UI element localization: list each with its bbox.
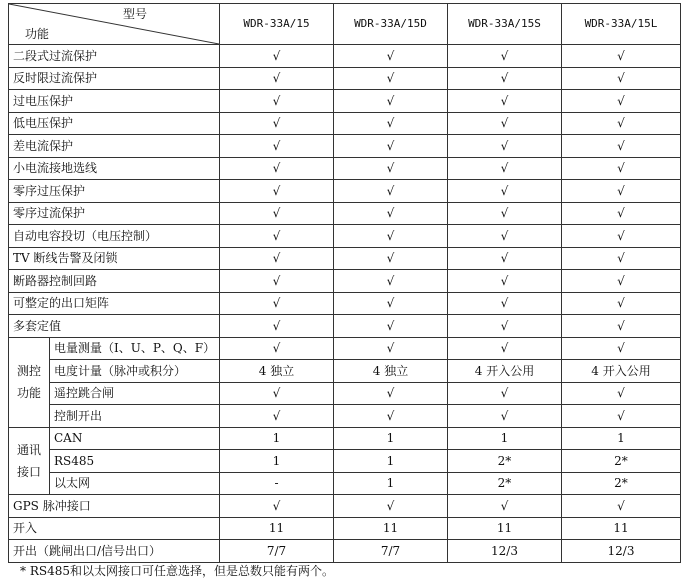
value-cell: √ (334, 292, 448, 315)
value-cell: √ (562, 315, 681, 338)
value-cell: √ (334, 495, 448, 518)
footnote: * RS485和以太网接口可任意选择，但是总数只能有两个。 (20, 564, 334, 578)
value-cell: 2* (448, 450, 562, 473)
value-cell: 11 (562, 517, 681, 540)
value-cell: √ (334, 90, 448, 113)
value-cell: √ (220, 315, 334, 338)
feature-label: 低电压保护 (9, 112, 220, 135)
value-cell: √ (220, 495, 334, 518)
table-row (9, 540, 681, 563)
corner-header-cell (9, 4, 220, 45)
value-cell: 1 (334, 472, 448, 495)
value-cell: 1 (562, 427, 681, 450)
value-cell: 7/7 (334, 540, 448, 563)
table-row (9, 382, 681, 405)
value-cell: √ (220, 337, 334, 360)
corner-function-label: 功能 (25, 27, 50, 41)
table-row (9, 247, 681, 270)
table-row (9, 270, 681, 293)
table-row (9, 112, 681, 135)
value-cell: √ (334, 337, 448, 360)
table-row (9, 292, 681, 315)
value-cell: √ (562, 495, 681, 518)
value-cell: 4 独立 (220, 360, 334, 383)
table-row (9, 180, 681, 203)
value-cell: √ (334, 315, 448, 338)
spec-table (8, 3, 681, 563)
value-cell: √ (562, 202, 681, 225)
sub-feature-label: 以太网 (50, 472, 220, 495)
value-cell: √ (448, 67, 562, 90)
value-cell: 11 (220, 517, 334, 540)
value-cell: √ (562, 135, 681, 158)
value-cell: 11 (334, 517, 448, 540)
value-cell: √ (220, 202, 334, 225)
value-cell: √ (448, 315, 562, 338)
value-cell: √ (448, 495, 562, 518)
table-row (9, 225, 681, 248)
value-cell: 1 (220, 450, 334, 473)
sub-feature-label: 控制开出 (50, 405, 220, 428)
value-cell: √ (448, 90, 562, 113)
value-cell: √ (334, 382, 448, 405)
feature-label: 零序过压保护 (9, 180, 220, 203)
value-cell: √ (448, 225, 562, 248)
value-cell: √ (220, 90, 334, 113)
value-cell: √ (220, 292, 334, 315)
value-cell: 12/3 (562, 540, 681, 563)
table-row (9, 517, 681, 540)
sub-feature-label: 遥控跳合闸 (50, 382, 220, 405)
value-cell: √ (334, 67, 448, 90)
value-cell: 4 独立 (334, 360, 448, 383)
value-cell: √ (562, 90, 681, 113)
feature-label: 自动电容投切（电压控制） (9, 225, 220, 248)
value-cell: √ (220, 270, 334, 293)
feature-label: TV 断线告警及闭锁 (9, 247, 220, 270)
value-cell: - (220, 472, 334, 495)
model-header: WDR-33A/15S (448, 4, 562, 45)
value-cell: √ (448, 202, 562, 225)
value-cell: √ (334, 270, 448, 293)
value-cell: √ (220, 382, 334, 405)
header-row (9, 4, 681, 45)
feature-label: 过电压保护 (9, 90, 220, 113)
feature-label: 零序过流保护 (9, 202, 220, 225)
feature-label: 开出（跳闸出口/信号出口） (9, 540, 220, 563)
value-cell: √ (562, 157, 681, 180)
value-cell: √ (562, 67, 681, 90)
value-cell: √ (448, 270, 562, 293)
table-row (9, 45, 681, 68)
feature-label: 小电流接地选线 (9, 157, 220, 180)
value-cell: 1 (334, 427, 448, 450)
value-cell: √ (562, 292, 681, 315)
value-cell: √ (562, 225, 681, 248)
table-row (9, 157, 681, 180)
table-row (9, 450, 681, 473)
table-row (9, 202, 681, 225)
value-cell: √ (220, 247, 334, 270)
table-row (9, 90, 681, 113)
value-cell: √ (562, 270, 681, 293)
value-cell: √ (448, 247, 562, 270)
value-cell: 4 开入公用 (562, 360, 681, 383)
feature-label: 差电流保护 (9, 135, 220, 158)
value-cell: √ (334, 45, 448, 68)
value-cell: √ (562, 382, 681, 405)
value-cell: √ (562, 45, 681, 68)
model-header: WDR-33A/15D (334, 4, 448, 45)
value-cell: √ (334, 202, 448, 225)
table-row (9, 360, 681, 383)
corner-model-label: 型号 (122, 7, 147, 21)
value-cell: √ (334, 247, 448, 270)
model-header: WDR-33A/15 (220, 4, 334, 45)
value-cell: 1 (448, 427, 562, 450)
value-cell: √ (220, 112, 334, 135)
value-cell: √ (334, 135, 448, 158)
value-cell: 4 开入公用 (448, 360, 562, 383)
value-cell: √ (220, 45, 334, 68)
value-cell: √ (220, 135, 334, 158)
feature-label: 反时限过流保护 (9, 67, 220, 90)
value-cell: √ (220, 225, 334, 248)
value-cell: 2* (562, 472, 681, 495)
sub-feature-label: 电量测量（I、U、P、Q、F） (50, 337, 220, 360)
feature-label: GPS 脉冲接口 (9, 495, 220, 518)
value-cell: √ (448, 45, 562, 68)
value-cell: √ (334, 225, 448, 248)
table-row (9, 472, 681, 495)
value-cell: √ (334, 112, 448, 135)
value-cell: √ (334, 180, 448, 203)
value-cell: √ (448, 292, 562, 315)
table-row (9, 405, 681, 428)
value-cell: √ (334, 405, 448, 428)
feature-label: 可整定的出口矩阵 (9, 292, 220, 315)
group-label: 测控功能 (9, 337, 50, 427)
value-cell: √ (448, 112, 562, 135)
value-cell: √ (334, 157, 448, 180)
value-cell: √ (448, 337, 562, 360)
table-row (9, 495, 681, 518)
table-row (9, 135, 681, 158)
value-cell: √ (562, 337, 681, 360)
value-cell: √ (220, 180, 334, 203)
value-cell: √ (562, 112, 681, 135)
value-cell: √ (562, 247, 681, 270)
table-row (9, 315, 681, 338)
value-cell: 11 (448, 517, 562, 540)
value-cell: 7/7 (220, 540, 334, 563)
table-row (9, 427, 681, 450)
value-cell: √ (562, 405, 681, 428)
sub-feature-label: CAN (50, 427, 220, 450)
value-cell: √ (220, 157, 334, 180)
value-cell: 2* (448, 472, 562, 495)
value-cell: √ (562, 180, 681, 203)
feature-label: 二段式过流保护 (9, 45, 220, 68)
value-cell: √ (448, 135, 562, 158)
feature-label: 多套定值 (9, 315, 220, 338)
table-row (9, 67, 681, 90)
spec-table-wrapper (8, 3, 681, 563)
feature-label: 断路器控制回路 (9, 270, 220, 293)
value-cell: 2* (562, 450, 681, 473)
value-cell: √ (220, 67, 334, 90)
value-cell: 12/3 (448, 540, 562, 563)
value-cell: √ (448, 157, 562, 180)
value-cell: √ (448, 180, 562, 203)
value-cell: √ (448, 382, 562, 405)
value-cell: 1 (220, 427, 334, 450)
sub-feature-label: 电度计量（脉冲或积分） (50, 360, 220, 383)
table-row (9, 337, 681, 360)
feature-label: 开入 (9, 517, 220, 540)
sub-feature-label: RS485 (50, 450, 220, 473)
value-cell: √ (220, 405, 334, 428)
group-label: 通讯接口 (9, 427, 50, 495)
value-cell: √ (448, 405, 562, 428)
value-cell: 1 (334, 450, 448, 473)
model-header: WDR-33A/15L (562, 4, 681, 45)
